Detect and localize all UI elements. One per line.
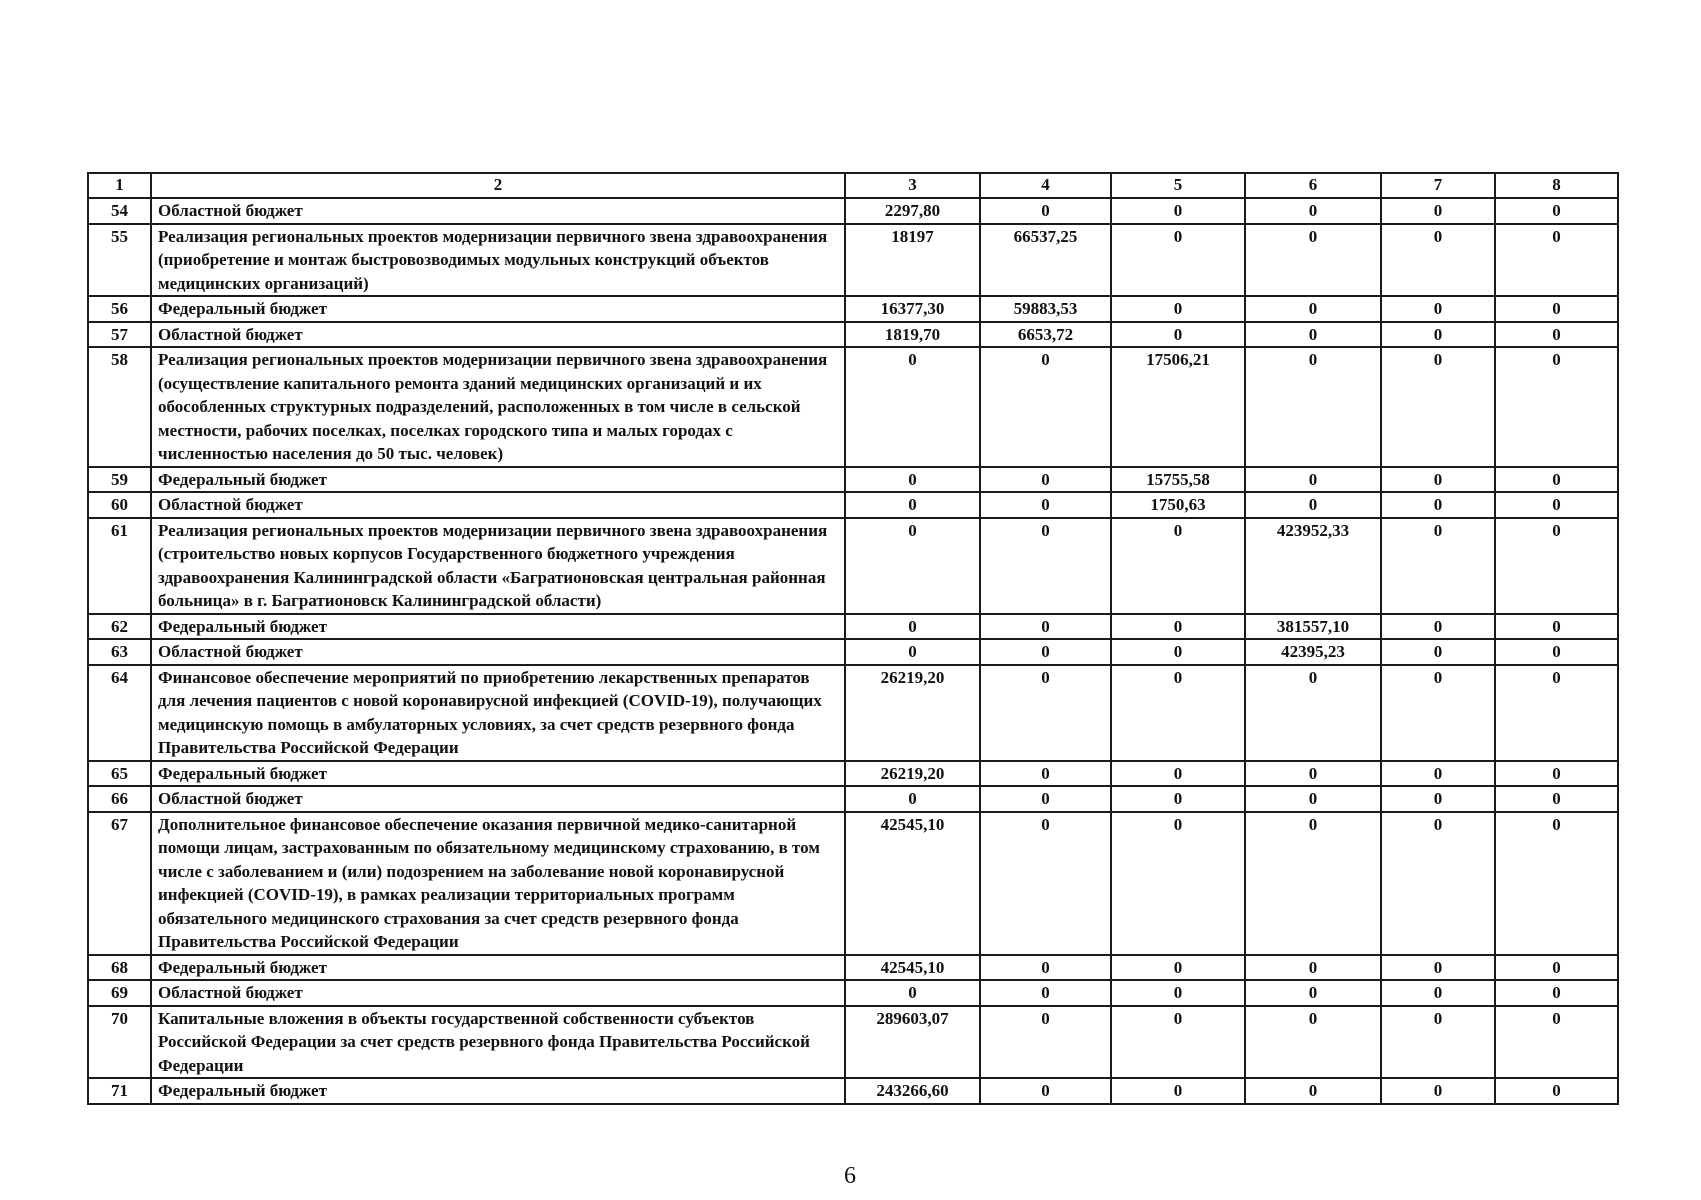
value-cell-col-4: 0 <box>980 1006 1111 1079</box>
value-cell-col-4: 0 <box>980 761 1111 787</box>
table-row <box>88 1006 1618 1079</box>
value-cell-col-7: 0 <box>1381 198 1495 224</box>
row-description: Областной бюджет <box>151 786 845 812</box>
value-cell-col-6: 0 <box>1245 296 1381 322</box>
value-cell-col-3: 0 <box>845 980 980 1006</box>
page-number: 6 <box>844 1163 856 1189</box>
row-number: 56 <box>88 296 151 322</box>
value-cell-col-6: 423952,33 <box>1245 518 1381 614</box>
row-description: Реализация региональных проектов модернизации первичного звена здравоохранения (приобретение и монтаж быстровозводимых модульных конструкций объектов медицинских организаций) <box>151 224 845 297</box>
row-number: 60 <box>88 492 151 518</box>
row-number: 67 <box>88 812 151 955</box>
value-cell-col-5: 15755,58 <box>1111 467 1245 493</box>
value-cell-col-3: 16377,30 <box>845 296 980 322</box>
row-description: Реализация региональных проектов модернизации первичного звена здравоохранения (строительство новых корпусов Государственного бюджетного учреждения здравоохранения Калининградской области «Багратионовская центральная районная больница» в г. Багратионовск Калининградской области) <box>151 518 845 614</box>
value-cell-col-4: 0 <box>980 812 1111 955</box>
value-cell-col-8: 0 <box>1495 812 1618 955</box>
value-cell-col-8: 0 <box>1495 1078 1618 1104</box>
value-cell-col-6: 0 <box>1245 980 1381 1006</box>
table-row <box>88 296 1618 322</box>
value-cell-col-7: 0 <box>1381 980 1495 1006</box>
value-cell-col-5: 0 <box>1111 1006 1245 1079</box>
value-cell-col-5: 0 <box>1111 761 1245 787</box>
row-number: 69 <box>88 980 151 1006</box>
value-cell-col-3: 289603,07 <box>845 1006 980 1079</box>
header-cell-8: 8 <box>1495 173 1618 198</box>
value-cell-col-7: 0 <box>1381 1006 1495 1079</box>
table-row <box>88 980 1618 1006</box>
value-cell-col-3: 26219,20 <box>845 665 980 761</box>
value-cell-col-8: 0 <box>1495 224 1618 297</box>
value-cell-col-5: 0 <box>1111 1078 1245 1104</box>
table-row <box>88 224 1618 297</box>
table-row <box>88 639 1618 665</box>
header-row <box>88 173 1618 198</box>
row-description: Капитальные вложения в объекты государственной собственности субъектов Российской Федерации за счет средств резервного фонда Правительства Российской Федерации <box>151 1006 845 1079</box>
value-cell-col-3: 42545,10 <box>845 955 980 981</box>
row-description: Федеральный бюджет <box>151 1078 845 1104</box>
row-description: Областной бюджет <box>151 492 845 518</box>
row-number: 58 <box>88 347 151 467</box>
row-number: 66 <box>88 786 151 812</box>
row-description: Дополнительное финансовое обеспечение оказания первичной медико-санитарной помощи лицам, застрахованным по обязательному медицинскому страхованию, в том числе с заболеванием и (или) подозрением на заболевание новой коронавирусной инфекцией (COVID-19), в рамках реализации территориальных программ обязательного медицинского страхования за счет средств резервного фонда Правительства Российской Федерации <box>151 812 845 955</box>
row-number: 63 <box>88 639 151 665</box>
value-cell-col-3: 26219,20 <box>845 761 980 787</box>
value-cell-col-7: 0 <box>1381 955 1495 981</box>
table-row <box>88 198 1618 224</box>
row-number: 64 <box>88 665 151 761</box>
value-cell-col-5: 17506,21 <box>1111 347 1245 467</box>
value-cell-col-4: 0 <box>980 492 1111 518</box>
value-cell-col-7: 0 <box>1381 492 1495 518</box>
value-cell-col-6: 0 <box>1245 467 1381 493</box>
value-cell-col-3: 0 <box>845 639 980 665</box>
value-cell-col-7: 0 <box>1381 761 1495 787</box>
row-number: 68 <box>88 955 151 981</box>
value-cell-col-4: 0 <box>980 1078 1111 1104</box>
value-cell-col-6: 0 <box>1245 665 1381 761</box>
value-cell-col-5: 0 <box>1111 786 1245 812</box>
table-row <box>88 347 1618 467</box>
row-description: Реализация региональных проектов модернизации первичного звена здравоохранения (осуществление капитального ремонта зданий медицинских организаций и их обособленных структурных подразделений, расположенных в том числе в сельской местности, рабочих поселках, поселках городского типа и малых городах с численностью населения до 50 тыс. человек) <box>151 347 845 467</box>
value-cell-col-7: 0 <box>1381 812 1495 955</box>
header-cell-7: 7 <box>1381 173 1495 198</box>
value-cell-col-3: 18197 <box>845 224 980 297</box>
value-cell-col-6: 0 <box>1245 198 1381 224</box>
table-row <box>88 614 1618 640</box>
value-cell-col-4: 0 <box>980 980 1111 1006</box>
value-cell-col-4: 0 <box>980 467 1111 493</box>
value-cell-col-5: 0 <box>1111 224 1245 297</box>
value-cell-col-5: 0 <box>1111 614 1245 640</box>
value-cell-col-8: 0 <box>1495 1006 1618 1079</box>
value-cell-col-8: 0 <box>1495 614 1618 640</box>
row-number: 62 <box>88 614 151 640</box>
budget-table <box>87 172 1619 1105</box>
value-cell-col-7: 0 <box>1381 518 1495 614</box>
header-cell-5: 5 <box>1111 173 1245 198</box>
value-cell-col-5: 0 <box>1111 980 1245 1006</box>
value-cell-col-7: 0 <box>1381 322 1495 348</box>
row-description: Федеральный бюджет <box>151 955 845 981</box>
table-row <box>88 1078 1618 1104</box>
value-cell-col-7: 0 <box>1381 467 1495 493</box>
row-number: 70 <box>88 1006 151 1079</box>
header-cell-6: 6 <box>1245 173 1381 198</box>
value-cell-col-5: 0 <box>1111 665 1245 761</box>
header-cell-4: 4 <box>980 173 1111 198</box>
value-cell-col-5: 0 <box>1111 639 1245 665</box>
value-cell-col-7: 0 <box>1381 347 1495 467</box>
table-row <box>88 467 1618 493</box>
row-description: Федеральный бюджет <box>151 296 845 322</box>
value-cell-col-7: 0 <box>1381 665 1495 761</box>
value-cell-col-4: 0 <box>980 955 1111 981</box>
value-cell-col-4: 0 <box>980 518 1111 614</box>
value-cell-col-8: 0 <box>1495 347 1618 467</box>
value-cell-col-4: 0 <box>980 198 1111 224</box>
row-number: 55 <box>88 224 151 297</box>
row-description: Областной бюджет <box>151 198 845 224</box>
value-cell-col-8: 0 <box>1495 296 1618 322</box>
value-cell-col-6: 0 <box>1245 322 1381 348</box>
row-description: Областной бюджет <box>151 322 845 348</box>
value-cell-col-6: 0 <box>1245 786 1381 812</box>
value-cell-col-6: 0 <box>1245 347 1381 467</box>
value-cell-col-5: 0 <box>1111 198 1245 224</box>
value-cell-col-6: 381557,10 <box>1245 614 1381 640</box>
value-cell-col-6: 0 <box>1245 1078 1381 1104</box>
value-cell-col-7: 0 <box>1381 224 1495 297</box>
value-cell-col-4: 0 <box>980 639 1111 665</box>
value-cell-col-3: 0 <box>845 467 980 493</box>
value-cell-col-3: 42545,10 <box>845 812 980 955</box>
row-number: 57 <box>88 322 151 348</box>
value-cell-col-4: 59883,53 <box>980 296 1111 322</box>
row-number: 61 <box>88 518 151 614</box>
value-cell-col-4: 0 <box>980 786 1111 812</box>
value-cell-col-8: 0 <box>1495 786 1618 812</box>
value-cell-col-3: 0 <box>845 492 980 518</box>
header-cell-3: 3 <box>845 173 980 198</box>
value-cell-col-4: 66537,25 <box>980 224 1111 297</box>
value-cell-col-8: 0 <box>1495 665 1618 761</box>
value-cell-col-6: 0 <box>1245 1006 1381 1079</box>
value-cell-col-8: 0 <box>1495 955 1618 981</box>
value-cell-col-7: 0 <box>1381 614 1495 640</box>
table-row <box>88 812 1618 955</box>
value-cell-col-7: 0 <box>1381 296 1495 322</box>
value-cell-col-8: 0 <box>1495 518 1618 614</box>
row-number: 71 <box>88 1078 151 1104</box>
value-cell-col-8: 0 <box>1495 322 1618 348</box>
value-cell-col-3: 0 <box>845 518 980 614</box>
value-cell-col-5: 0 <box>1111 322 1245 348</box>
value-cell-col-3: 0 <box>845 347 980 467</box>
row-description: Областной бюджет <box>151 980 845 1006</box>
table-row <box>88 665 1618 761</box>
value-cell-col-7: 0 <box>1381 786 1495 812</box>
table-row <box>88 322 1618 348</box>
row-number: 54 <box>88 198 151 224</box>
table-body <box>88 198 1618 1104</box>
value-cell-col-3: 1819,70 <box>845 322 980 348</box>
value-cell-col-6: 0 <box>1245 224 1381 297</box>
value-cell-col-6: 42395,23 <box>1245 639 1381 665</box>
header-cell-1: 1 <box>88 173 151 198</box>
row-description: Федеральный бюджет <box>151 467 845 493</box>
value-cell-col-4: 0 <box>980 347 1111 467</box>
value-cell-col-5: 0 <box>1111 955 1245 981</box>
row-description: Федеральный бюджет <box>151 761 845 787</box>
table-row <box>88 786 1618 812</box>
value-cell-col-4: 0 <box>980 614 1111 640</box>
value-cell-col-8: 0 <box>1495 980 1618 1006</box>
row-number: 65 <box>88 761 151 787</box>
value-cell-col-3: 0 <box>845 786 980 812</box>
value-cell-col-8: 0 <box>1495 467 1618 493</box>
value-cell-col-3: 0 <box>845 614 980 640</box>
value-cell-col-3: 243266,60 <box>845 1078 980 1104</box>
value-cell-col-4: 6653,72 <box>980 322 1111 348</box>
table-row <box>88 761 1618 787</box>
table-row <box>88 955 1618 981</box>
value-cell-col-8: 0 <box>1495 639 1618 665</box>
value-cell-col-5: 0 <box>1111 518 1245 614</box>
value-cell-col-4: 0 <box>980 665 1111 761</box>
value-cell-col-6: 0 <box>1245 761 1381 787</box>
value-cell-col-6: 0 <box>1245 955 1381 981</box>
row-description: Федеральный бюджет <box>151 614 845 640</box>
value-cell-col-5: 0 <box>1111 296 1245 322</box>
value-cell-col-7: 0 <box>1381 1078 1495 1104</box>
row-description: Областной бюджет <box>151 639 845 665</box>
value-cell-col-3: 2297,80 <box>845 198 980 224</box>
value-cell-col-8: 0 <box>1495 492 1618 518</box>
header-cell-2: 2 <box>151 173 845 198</box>
table-row <box>88 518 1618 614</box>
value-cell-col-8: 0 <box>1495 198 1618 224</box>
value-cell-col-5: 1750,63 <box>1111 492 1245 518</box>
value-cell-col-6: 0 <box>1245 492 1381 518</box>
value-cell-col-8: 0 <box>1495 761 1618 787</box>
value-cell-col-6: 0 <box>1245 812 1381 955</box>
row-description: Финансовое обеспечение мероприятий по приобретению лекарственных препаратов для лечения пациентов с новой коронавирусной инфекцией (COVID-19), получающих медицинскую помощь в амбулаторных условиях, за счет средств резервного фонда Правительства Российской Федерации <box>151 665 845 761</box>
value-cell-col-5: 0 <box>1111 812 1245 955</box>
value-cell-col-7: 0 <box>1381 639 1495 665</box>
row-number: 59 <box>88 467 151 493</box>
table-row <box>88 492 1618 518</box>
